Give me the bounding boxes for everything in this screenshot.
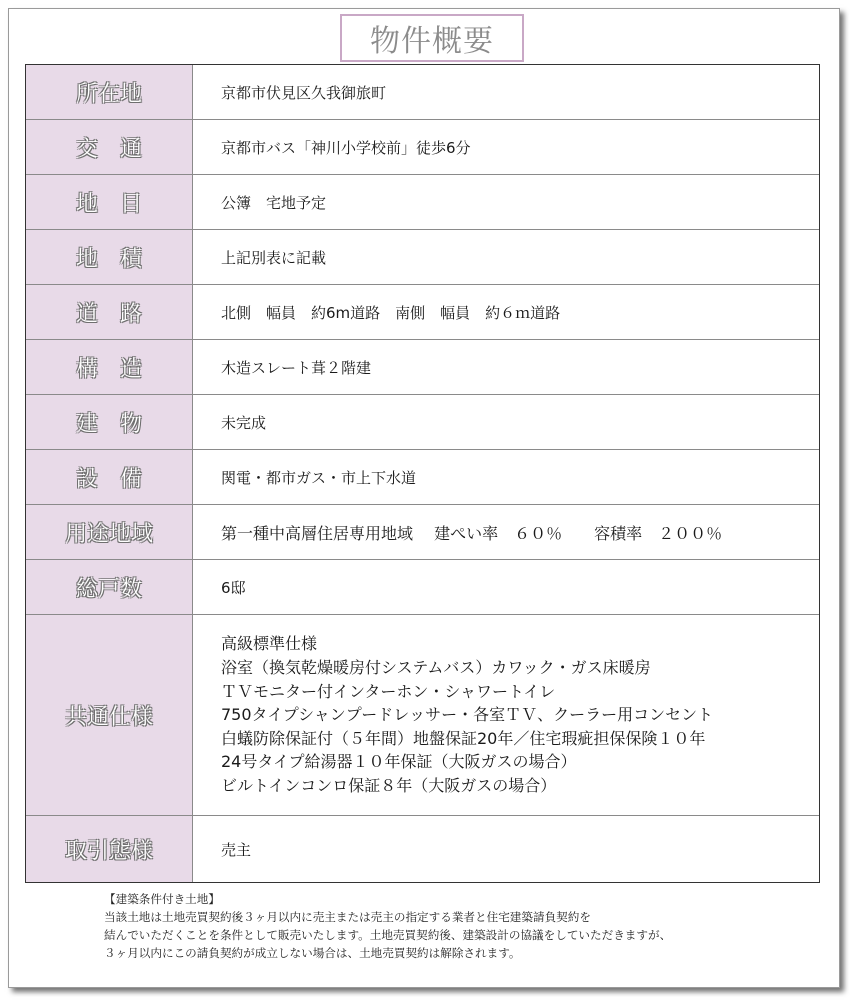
spec-table (25, 64, 820, 883)
common-spec-row (26, 615, 819, 816)
row-label: 設 備 (26, 450, 193, 504)
spec-line: ＴＶモニター付インターホン・シャワートイレ (221, 681, 556, 701)
note-line: ３ヶ月以内にこの請負契約が成立しない場合は、土地売買契約は解除されます。 (104, 946, 521, 960)
row-value: 売主 (221, 840, 252, 859)
note-line: 結んでいただくことを条件として販売いたします。土地売買契約後、建築設計の協議をしていただきますが、 (104, 928, 672, 942)
row-label: 総戸数 (26, 560, 193, 614)
table-row (26, 395, 819, 450)
note-line: 当該土地は土地売買契約後３ヶ月以内に売主または売主の指定する業者と住宅建築請負契約を (104, 910, 591, 924)
table-row (26, 340, 819, 395)
spec-line: 高級標準仕様 (221, 634, 318, 654)
row-label: 構 造 (26, 340, 193, 394)
row-label: 所在地 (26, 65, 193, 119)
table-row (26, 175, 819, 230)
row-value: 京都市バス「神川小学校前」徒歩6分 (221, 138, 471, 157)
transaction-row (26, 816, 819, 882)
table-row (26, 560, 819, 615)
row-value: 木造スレート葺２階建 (221, 358, 372, 377)
row-value: 公簿 宅地予定 (221, 193, 327, 212)
table-row (26, 65, 819, 120)
table-row (26, 285, 819, 340)
row-label: 共通仕様 (26, 615, 193, 815)
table-row (26, 230, 819, 285)
table-row (26, 450, 819, 505)
spec-line: ビルトインコンロ保証８年（大阪ガスの場合） (221, 775, 557, 795)
row-value: 京都市伏見区久我御旅町 (221, 83, 387, 102)
row-label: 取引態様 (26, 816, 193, 882)
row-label: 建 物 (26, 395, 193, 449)
table-row (26, 120, 819, 175)
row-label: 用途地域 (26, 505, 193, 559)
note-heading: 【建築条件付き土地】 (104, 892, 220, 906)
row-label: 地 積 (26, 230, 193, 284)
row-value: 6邸 (221, 578, 246, 597)
row-value: 第一種中高層住居専用地域 建ぺい率 ６０％ 容積率 ２００％ (221, 523, 723, 543)
spec-line: 24号タイプ給湯器１０年保証（大阪ガスの場合） (221, 752, 577, 772)
spec-line: 白蟻防除保証付（５年間）地盤保証20年／住宅瑕疵担保保険１０年 (221, 728, 706, 748)
row-value: 上記別表に記載 (221, 248, 327, 267)
row-label: 道 路 (26, 285, 193, 339)
row-value: 未完成 (221, 413, 267, 432)
table-row (26, 505, 819, 560)
spec-line: 750タイプシャンプードレッサー・各室ＴＶ、クーラー用コンセント (221, 705, 714, 725)
building-condition-note (104, 890, 814, 962)
page-title: 物件概要 (340, 14, 524, 62)
row-value: 北側 幅員 約6m道路 南側 幅員 約６ｍ道路 (221, 303, 561, 322)
row-label: 交 通 (26, 120, 193, 174)
common-spec-list (193, 615, 819, 815)
row-label: 地 目 (26, 175, 193, 229)
row-value: 関電・都市ガス・市上下水道 (221, 468, 417, 487)
spec-line: 浴室（換気乾燥暖房付システムバス）カワック・ガス床暖房 (221, 658, 651, 678)
